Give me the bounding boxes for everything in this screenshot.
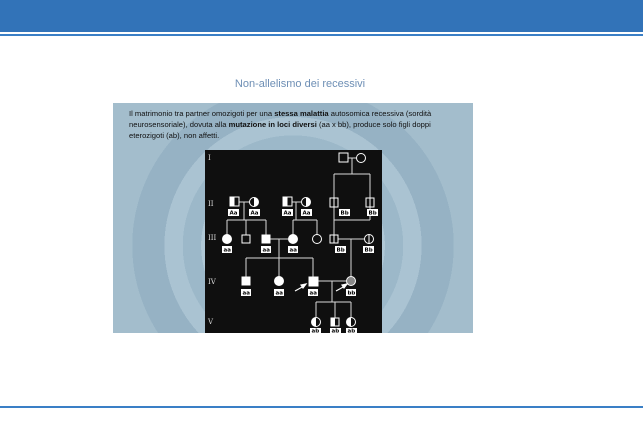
generation-label-v: V [208, 318, 214, 326]
genotype-label: ab [331, 328, 340, 333]
caption-text-3: (aa x bb), produce solo figli doppi eterozigoti (ab), non affetti. [129, 120, 431, 140]
affected-female-symbol [347, 277, 356, 286]
male-symbol [339, 153, 348, 162]
carrier-fill [230, 197, 235, 206]
genotype-label: Bb [336, 247, 345, 254]
affected-female-symbol [275, 277, 284, 286]
genotype-label: Aa [302, 210, 311, 217]
genotype-label: aa [262, 247, 270, 254]
proband-arrows [295, 284, 347, 291]
female-symbol [313, 235, 322, 244]
genotype-label: Aa [229, 210, 238, 217]
figure-caption [129, 108, 459, 141]
genotype-label: ab [347, 328, 356, 333]
figure-panel [113, 103, 473, 333]
caption-text-2: autosomica recessiva (sordità neurosensoriale), dovuta alla [129, 109, 432, 129]
footer-rule [0, 406, 643, 408]
affected-male-symbol [242, 277, 250, 285]
genotype-label: ab [311, 328, 320, 333]
carrier-fill [331, 318, 335, 326]
generation-label-ii: II [208, 200, 214, 208]
affected-female-symbol [223, 235, 232, 244]
genotype-label: Bb [368, 210, 377, 217]
generation-label-i: I [208, 154, 211, 162]
genotype-label: aa [242, 290, 250, 297]
slide-title: Non-allelismo dei recessivi [234, 78, 366, 90]
genotype-label: bb [347, 290, 356, 297]
male-symbol [242, 235, 250, 243]
affected-female-symbol [289, 235, 298, 244]
carrier-fill [283, 197, 288, 206]
caption-bold-1: stessa malattia [274, 109, 329, 118]
caption-text-1: Il matrimonio tra partner omozigoti per una [129, 109, 275, 118]
affected-male-symbol [262, 235, 270, 243]
genotype-label: Aa [250, 210, 259, 217]
generation-label-iii: III [208, 234, 217, 242]
genotype-label: aa [309, 290, 317, 297]
genotype-label: Bb [340, 210, 349, 217]
header-rule [0, 34, 643, 36]
affected-male-symbol [309, 277, 318, 286]
header-band [0, 0, 643, 32]
female-symbol [357, 154, 366, 163]
genotype-label: Bb [364, 247, 373, 254]
genotype-label: aa [223, 247, 231, 254]
caption-bold-2: mutazione in loci diversi [228, 120, 317, 129]
genotype-label: aa [275, 290, 283, 297]
generation-label-iv: IV [208, 278, 216, 286]
pedigree-chart [205, 150, 382, 333]
genotype-label: Aa [283, 210, 292, 217]
pedigree-svg [205, 150, 382, 333]
genotype-label: aa [289, 247, 297, 254]
